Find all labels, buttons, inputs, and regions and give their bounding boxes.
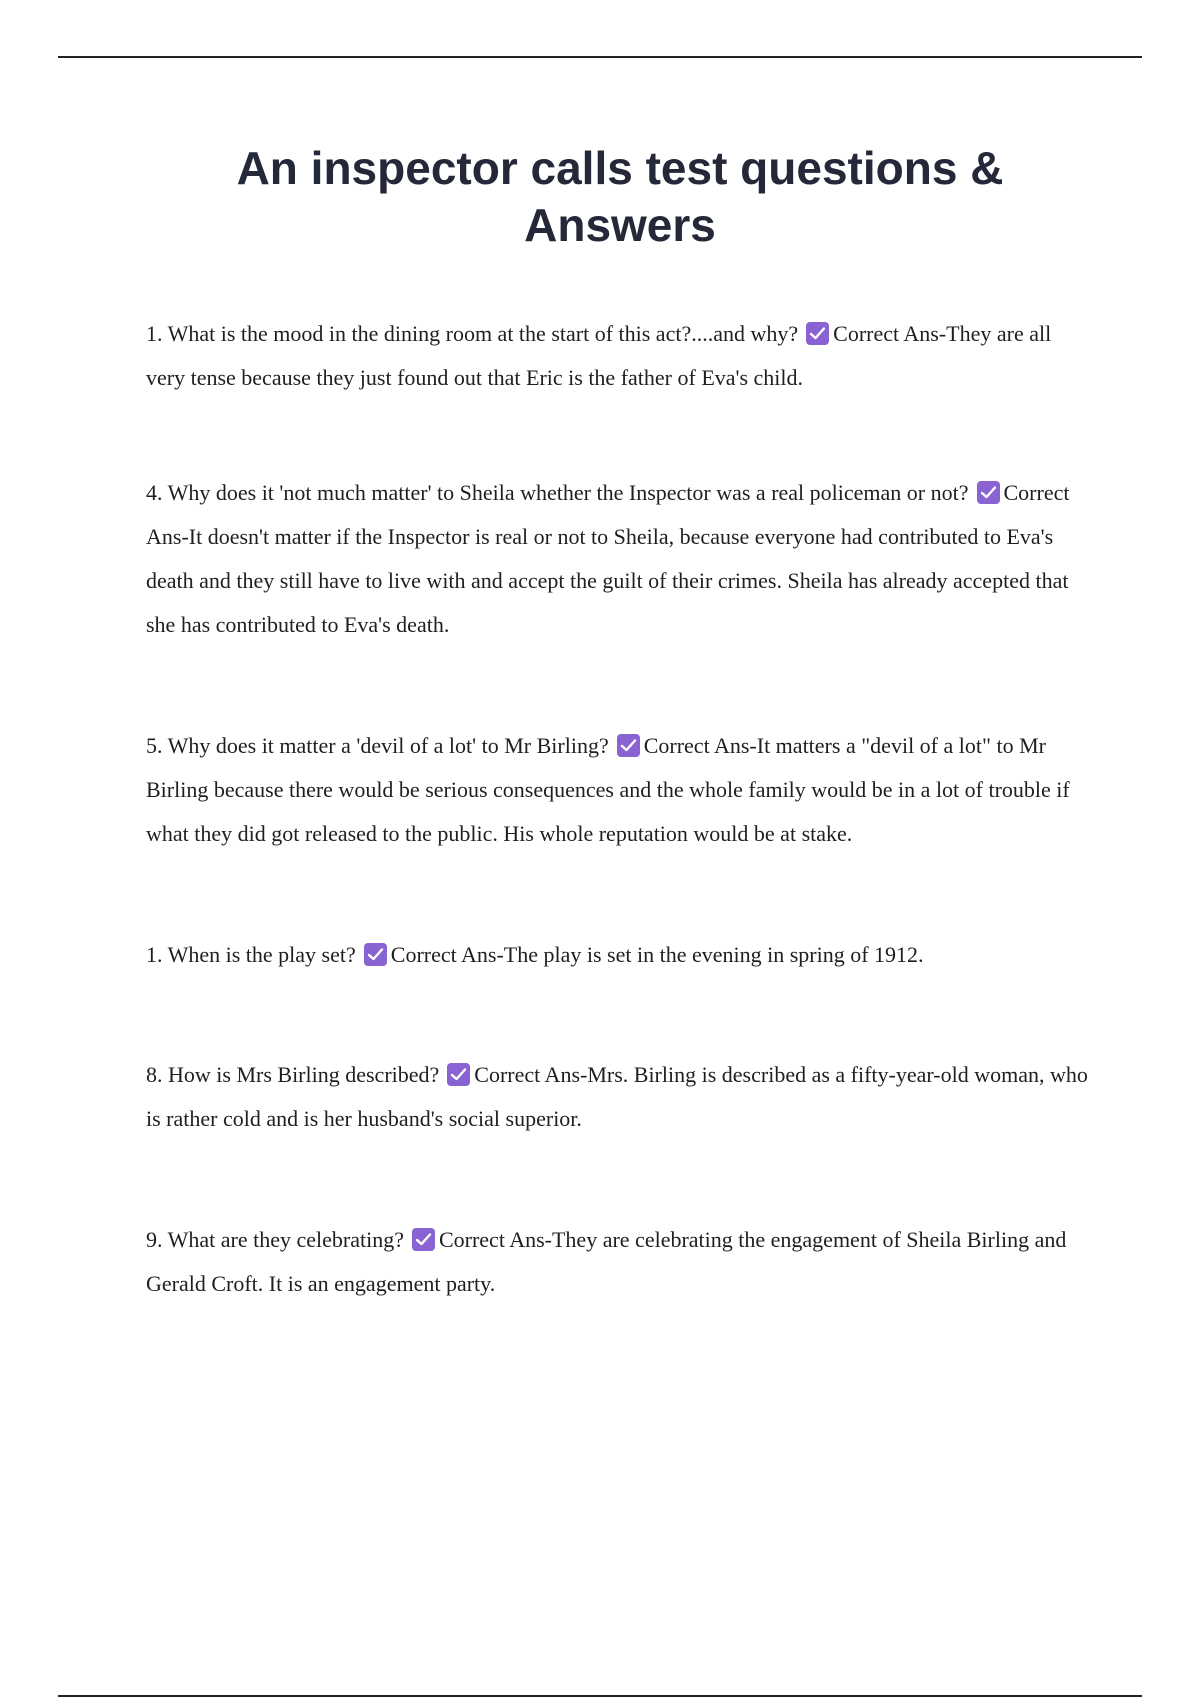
qa-item <box>146 1218 1094 1306</box>
question-text: 4. Why does it 'not much matter' to Sheila whether the Inspector was a real policeman or not? <box>146 480 969 505</box>
answer-text: Correct Ans-Mrs. Birling is described as a fifty-year-old woman, who is rather cold and is her husband's social superior. <box>146 1062 1088 1131</box>
qa-item <box>146 471 1094 647</box>
check-box-icon <box>806 322 829 345</box>
qa-list <box>146 312 1094 1306</box>
check-box-icon <box>412 1228 435 1251</box>
qa-item <box>146 724 1094 856</box>
check-box-icon <box>364 943 387 966</box>
question-text: 8. How is Mrs Birling described? <box>146 1062 440 1087</box>
answer-text: Correct Ans-It matters a "devil of a lot" to Mr Birling because there would be serious consequences and the whole family would be in a lot of trouble if what they did got released to the public. His whole reputation would be at stake. <box>146 733 1070 846</box>
answer-text: Correct Ans-It doesn't matter if the Inspector is real or not to Sheila, because everyone had contributed to Eva's death and they still have to live with and accept the guilt of their crimes. Sheila has already accepted that she has contributed to Eva's death. <box>146 480 1070 637</box>
check-box-icon <box>977 481 1000 504</box>
question-text: 1. What is the mood in the dining room at the start of this act?....and why? <box>146 321 799 346</box>
qa-item <box>146 1053 1094 1141</box>
answer-text: Correct Ans-They are all very tense because they just found out that Eric is the father of Eva's child. <box>146 321 1052 390</box>
answer-text: Correct Ans-They are celebrating the engagement of Sheila Birling and Gerald Croft. It is an engagement party. <box>146 1227 1067 1296</box>
question-text: 1. When is the play set? <box>146 942 356 967</box>
question-text: 5. Why does it matter a 'devil of a lot' to Mr Birling? <box>146 733 609 758</box>
qa-item <box>146 312 1094 400</box>
answer-text: Correct Ans-The play is set in the evening in spring of 1912. <box>390 942 924 967</box>
qa-item <box>146 933 1094 977</box>
bottom-rule <box>58 1695 1142 1697</box>
page-title: An inspector calls test questions & Answers <box>236 142 1004 251</box>
check-box-icon <box>447 1063 470 1086</box>
check-box-icon <box>617 734 640 757</box>
question-text: 9. What are they celebrating? <box>146 1227 404 1252</box>
top-rule <box>58 56 1142 58</box>
